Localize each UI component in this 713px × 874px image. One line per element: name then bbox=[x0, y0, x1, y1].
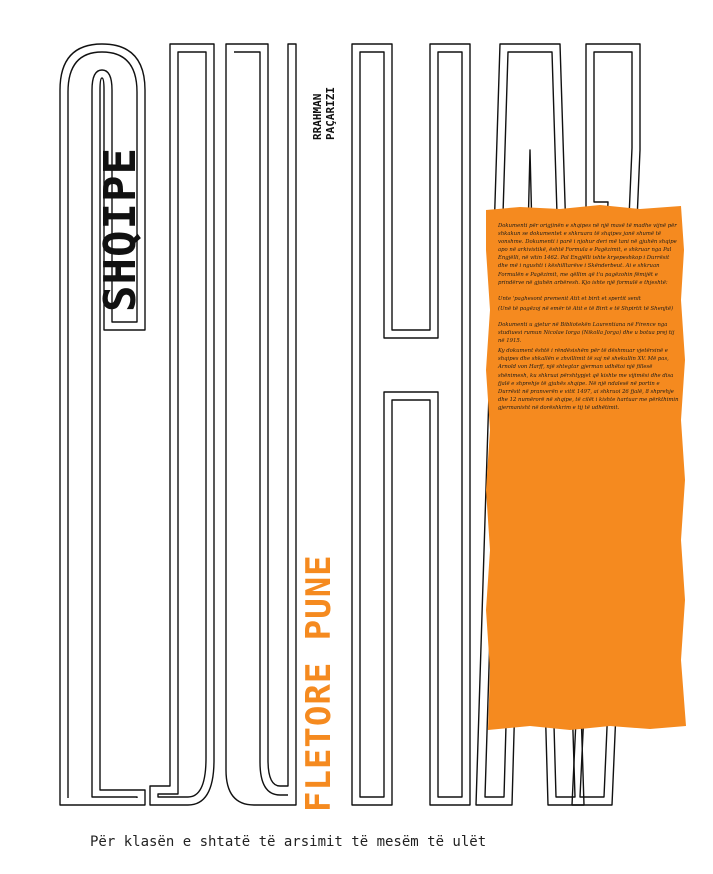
author-last-name: PAÇARIZI bbox=[324, 87, 337, 140]
shqipe-title: SHQIPE bbox=[95, 147, 146, 312]
author-first-name: RRAHMAN bbox=[311, 93, 324, 140]
note-paragraph: Dokumenti u gjetur në Bibliotekën Laurentiana në Firence nga studiuesi rumun Nicolae Iorga (Nikolla Jorga) dhe u botua prej tij në 1915. bbox=[498, 321, 675, 345]
letter-u-inner bbox=[234, 52, 288, 795]
note-paragraph: (Unë të pagëzoj në emër të Atit e të Birit e të Shpirtit të Shenjtë) bbox=[498, 305, 674, 312]
note-paragraph: Dokumenti për origjinën e shqipes në një masë të madhe vijnë për shkakun se dokumentet e shkruara të shqipes janë shumë të vonshme. Dokumenti i parë i njohur deri më tani në gjuhën shqipe apo në arkivistikë, është Formula e Pagëzimit, e shkruar nga Pal Engjëlli, në vitin 1462. Pal Engjëlli ishte kryepeshkop i Durrësit dhe më i ngushti i këshilltarëve i Skënderbeut. Ai e shkruan Formulën e Pagëzimit, me qëllim që t'u pagëzohin fëmijët e prindërve në gjuhën arbëresh. Kjo ishte një formulë e thjeshtë: bbox=[498, 223, 677, 286]
note-text bbox=[498, 222, 680, 420]
letter-h-outer bbox=[352, 44, 470, 805]
subtitle: Për klasën e shtatë të arsimit të mesëm të ulët bbox=[90, 834, 487, 850]
letter-j-inner bbox=[158, 52, 206, 797]
letter-j-outer bbox=[150, 44, 214, 805]
letter-h-inner bbox=[360, 52, 462, 797]
note-paragraph: Unte 'paghesont premenit Atit et birit et spertit senit bbox=[498, 295, 641, 302]
fletore-pune-label: FLETORE PUNE bbox=[299, 554, 339, 812]
letter-u-outer bbox=[226, 44, 296, 805]
note-paragraph: Ky dokument është i rëndësishëm për të dëshmuar vjetërsinë e shqipes dhe shkallën e zhvillimit të saj në shekullin XV. Më pas, Arnold von Harff, një shtegtar gjerman udhëtoi një fillesë shënimesh, ku shkruai përshtypjet që kishte me vijimësi dhe disa fjalë e shprehje të gjuhës shqipe. Në një ndalesë në portin e Durrësit në pranverën e vitit 1497, ai shkruoi 26 fjalë, 8 shprehje dhe 12 numërorë në shqipe, të cilët i kishte hartuar me përkthimin gjermanisht në dorëshkrim e tij të udhëtimit. bbox=[498, 348, 679, 411]
